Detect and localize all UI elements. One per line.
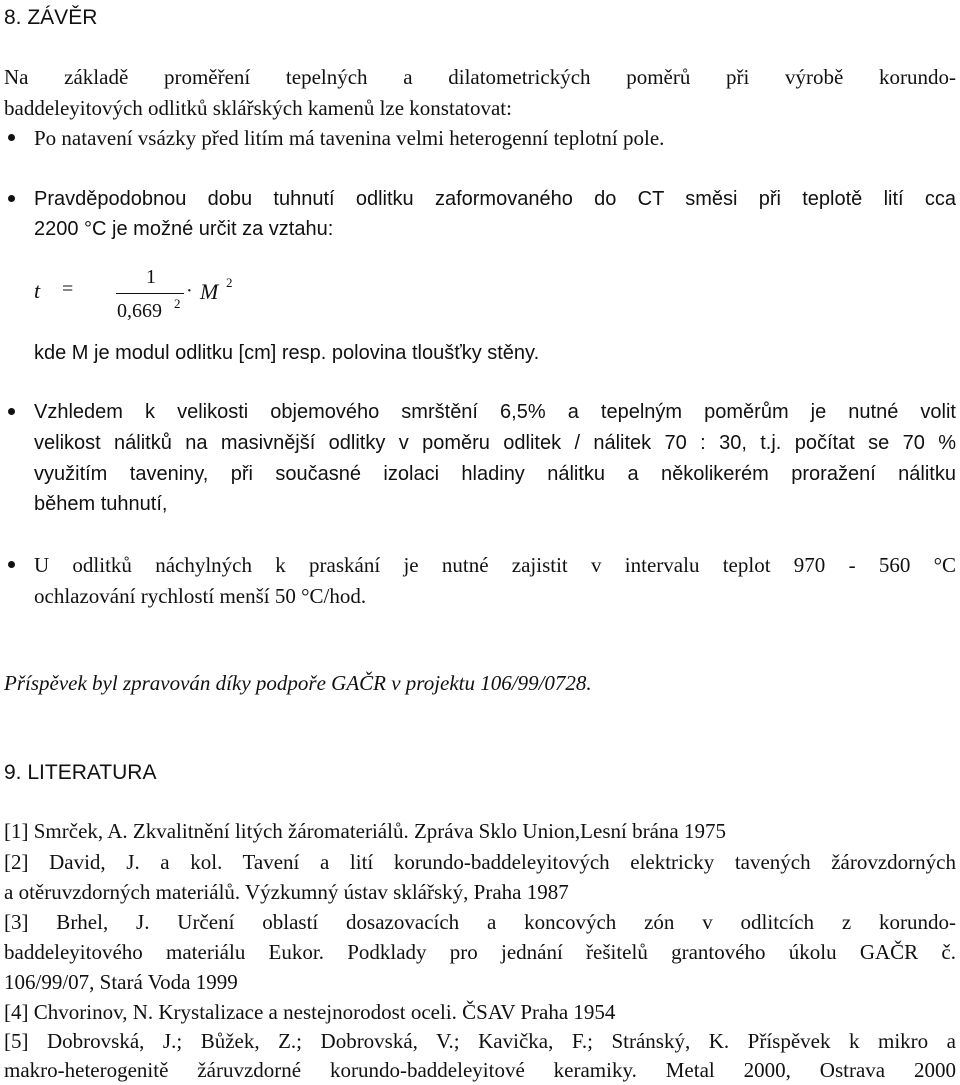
- reference-line: makro-heterogenitě žáruvzdorné korundo-baddeleyitové keramiky. Metal 2000, Ostrava 2000: [4, 1058, 956, 1082]
- bullet-2-line-1: Pravděpodobnou dobu tuhnutí odlitku zaformovaného do CT směsi při teplotě lití cca: [34, 188, 956, 210]
- formula-variable-exponent: 2: [226, 275, 233, 290]
- bullet-dot: [8, 561, 15, 568]
- reference-line: [1] Smrček, A. Zkvalitnění litých žáromateriálů. Zpráva Sklo Union,Lesní brána 1975: [4, 819, 726, 843]
- intro-line-1: Na základě proměření tepelných a dilatometrických poměrů při výrobě korundo-: [4, 65, 956, 89]
- reference-line: [2] David, J. a kol. Tavení a lití korundo-baddeleyitových elektricky tavených žárovzdorných: [4, 850, 956, 874]
- formula-note: kde M je modul odlitku [cm] resp. polovina tloušťky stěny.: [34, 342, 540, 364]
- bullet-3-line-1: Vzhledem k velikosti objemového smrštění 6,5% a tepelným poměrům je nutné volit: [34, 401, 956, 423]
- reference-line: [5] Dobrovská, J.; Bůžek, Z.; Dobrovská, V.; Kavička, F.; Stránský, K. Příspěvek k mikro a: [4, 1029, 956, 1053]
- reference-line: a otěruvzdorných materiálů. Výzkumný ústav sklářský, Praha 1987: [4, 880, 569, 904]
- bullet-3-line-2: velikost nálitků na masivnější odlitky v poměru odlitek / nálitek 70 : 30, t.j. počítat se 70 %: [34, 432, 956, 454]
- section-9-heading: 9. LITERATURA: [4, 761, 157, 784]
- formula-denominator: 0,669: [117, 300, 162, 322]
- fraction-bar: [116, 293, 184, 294]
- reference-line: [4] Chvorinov, N. Krystalizace a nestejnorodost oceli. ČSAV Praha 1954: [4, 1000, 616, 1024]
- bullet-1-line-1: Po natavení vsázky před litím má tavenina velmi heterogenní teplotní pole.: [34, 126, 665, 150]
- formula-numerator: 1: [146, 266, 156, 288]
- bullet-2-line-2: 2200 °C je možné určit za vztahu:: [34, 218, 334, 240]
- formula-dot: ·: [186, 280, 193, 302]
- formula-variable: M: [200, 279, 219, 304]
- acknowledgement: Příspěvek byl zpravován díky podpoře GAČR v projektu 106/99/0728.: [4, 671, 592, 695]
- intro-line-2: baddeleyitových odlitků sklářských kamenů lze konstatovat:: [4, 96, 512, 120]
- formula-lhs: t: [34, 278, 41, 303]
- reference-line: [3] Brhel, J. Určení oblastí dosazovacích a koncových zón v odlitcích z korundo-: [4, 910, 956, 934]
- bullet-4-line-1: U odlitků náchylných k praskání je nutné zajistit v intervalu teplot 970 - 560 °C: [34, 553, 956, 577]
- bullet-dot: [8, 408, 15, 415]
- bullet-dot: [8, 134, 15, 141]
- bullet-3-line-3: využitím taveniny, při současné izolaci hladiny nálitku a několikerém proražení nálitku: [34, 463, 956, 485]
- bullet-4-line-2: ochlazování rychlostí menší 50 °C/hod.: [34, 584, 367, 608]
- formula-denominator-exponent: 2: [174, 296, 181, 311]
- formula-equals: =: [62, 278, 74, 300]
- bullet-dot: [8, 195, 15, 202]
- bullet-3-line-4: během tuhnutí,: [34, 493, 168, 515]
- reference-line: 106/99/07, Stará Voda 1999: [4, 970, 238, 994]
- section-8-heading: 8. ZÁVĚR: [4, 6, 98, 29]
- reference-line: baddeleyitového materiálu Eukor. Podklady pro jednání řešitelů grantového úkolu GAČR č.: [4, 940, 956, 964]
